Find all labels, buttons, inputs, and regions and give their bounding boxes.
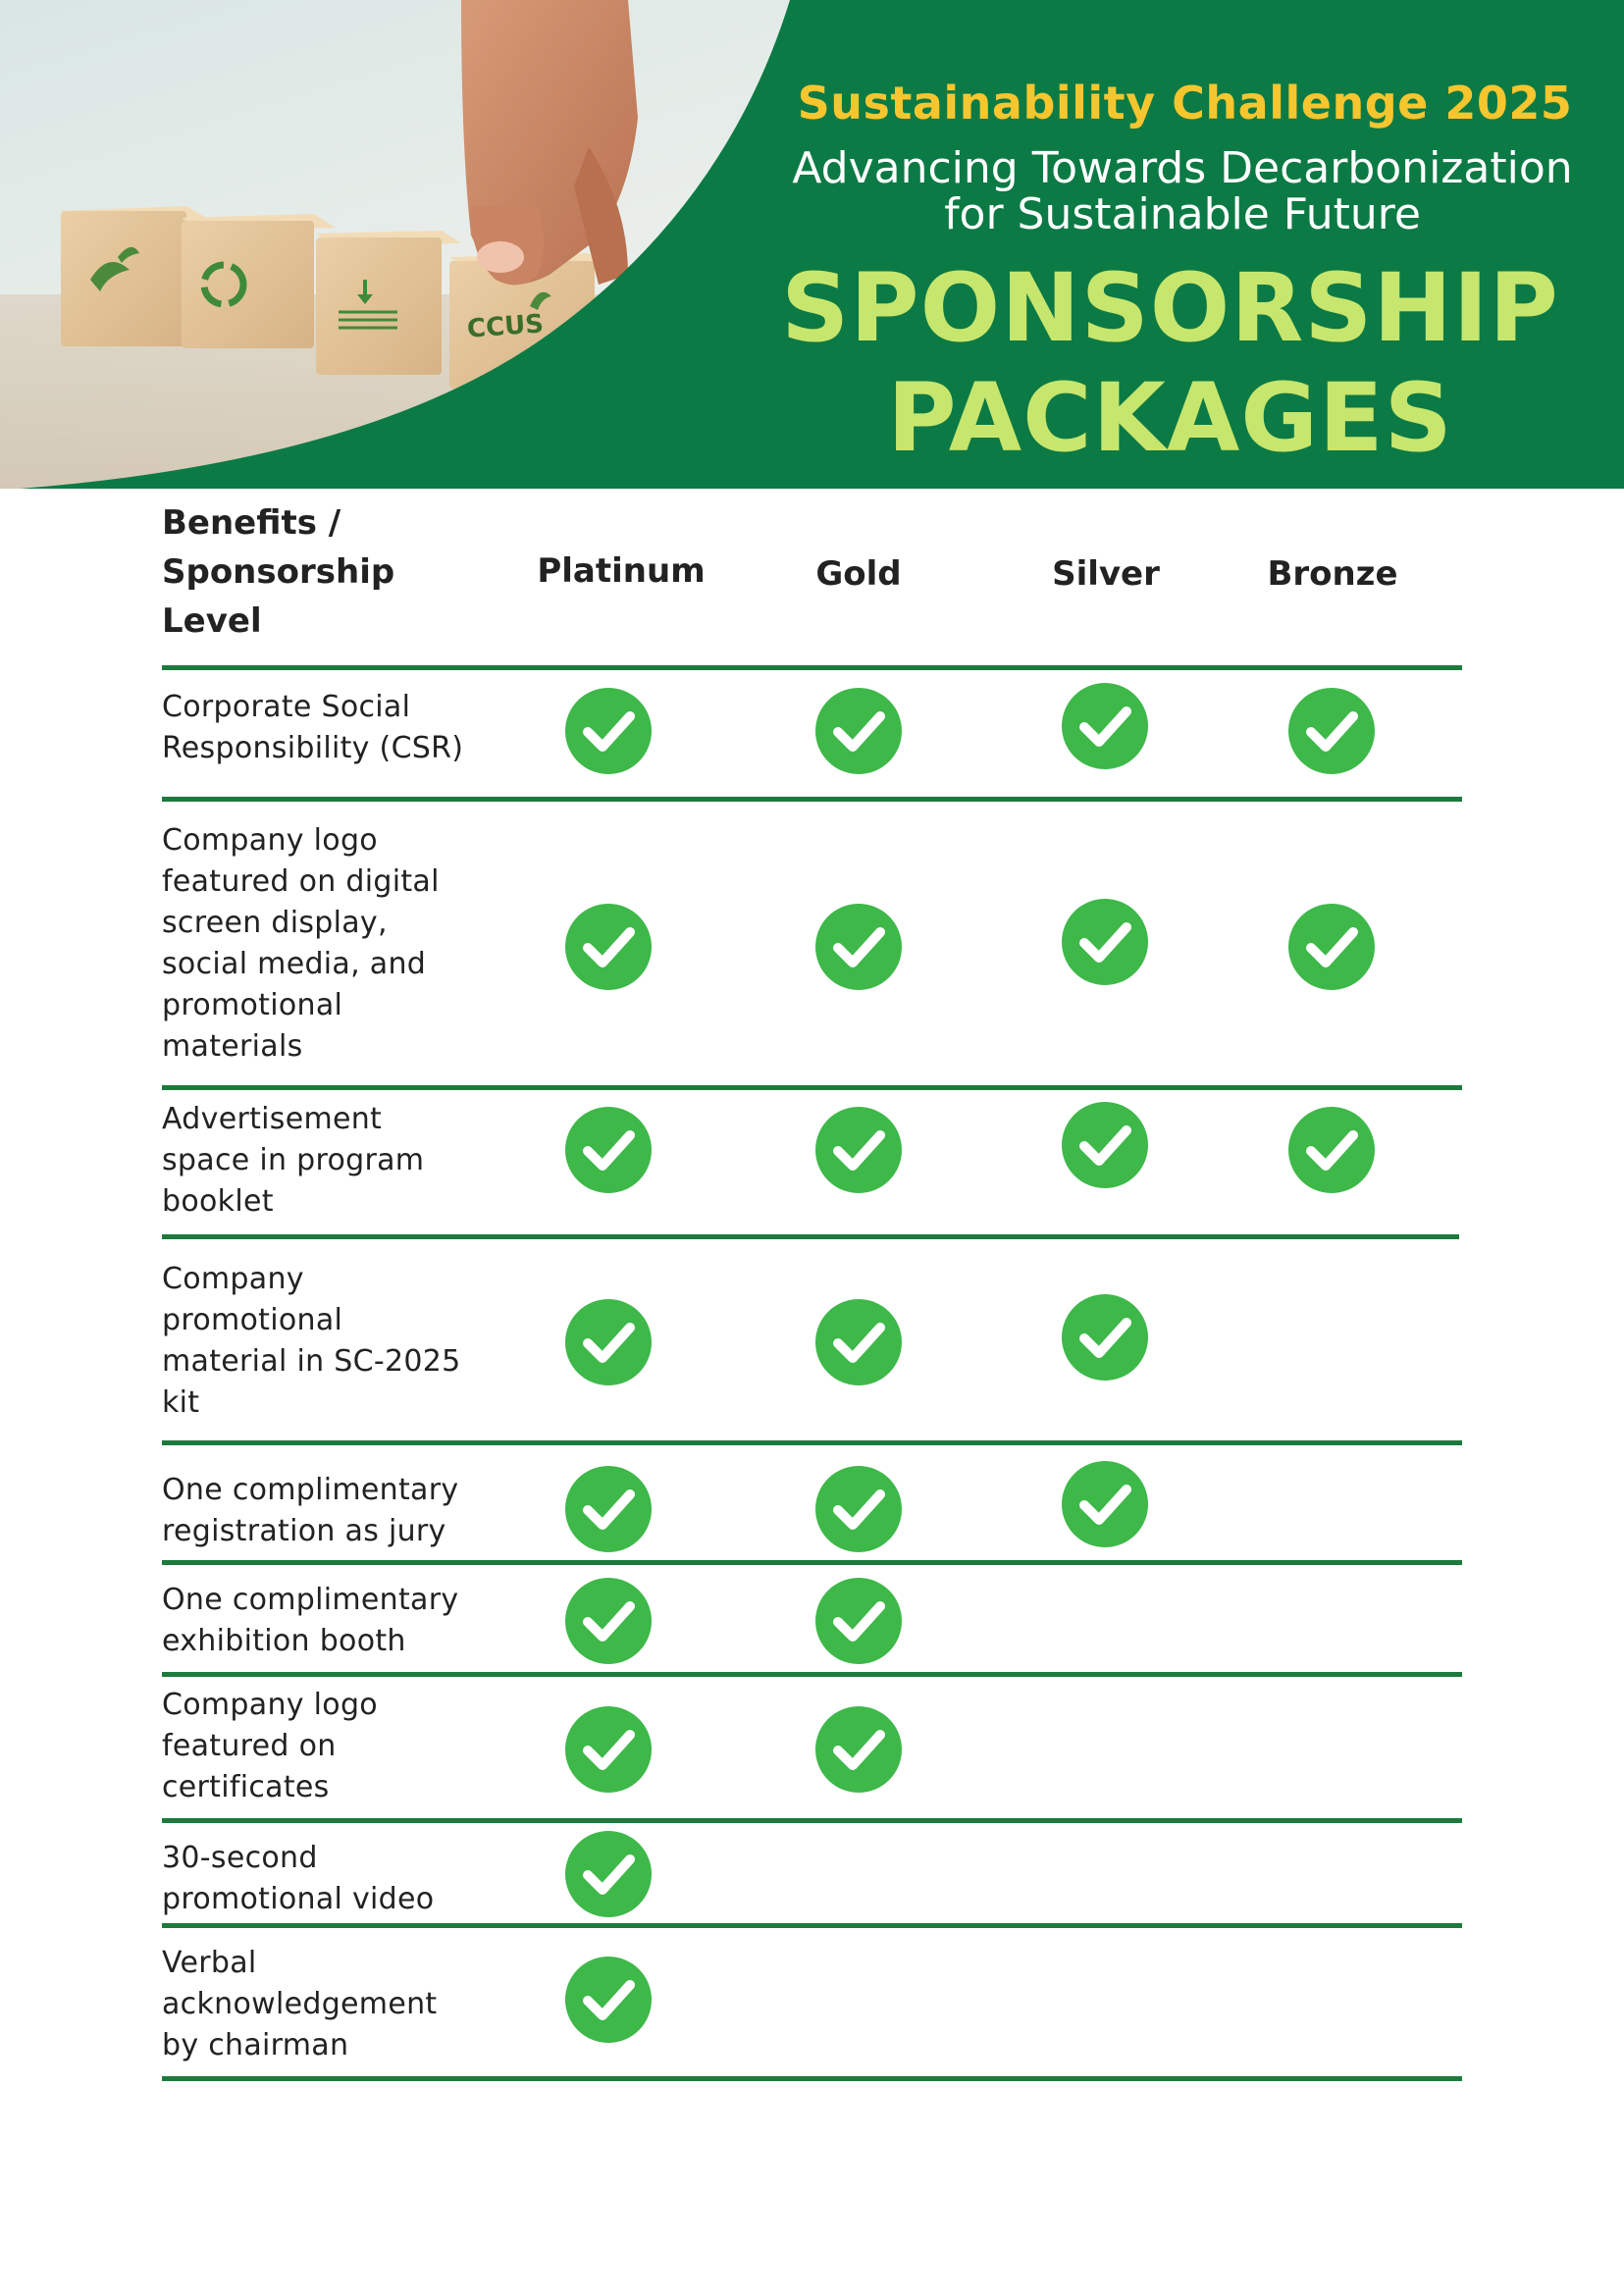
benefit-label-line: Advertisement (162, 1102, 383, 1136)
benefit-label (162, 1685, 496, 1808)
benefit-label (162, 1259, 496, 1424)
check-circle-icon (564, 1298, 653, 1386)
check-circle-icon (814, 1298, 903, 1386)
benefit-label-line: space in program (162, 1143, 425, 1177)
check-circle-icon (564, 1830, 653, 1918)
row-divider (162, 1818, 1462, 1823)
benefit-label (162, 687, 496, 769)
event-title: Sustainability Challenge 2025 (797, 77, 1573, 130)
column-header-bronze: Bronze (1267, 554, 1398, 594)
row-divider (162, 2076, 1462, 2081)
check-circle-icon (1287, 1106, 1376, 1194)
benefit-label-line: Company (162, 1262, 304, 1296)
benefit-label-line: acknowledgement (162, 1987, 438, 2021)
benefit-label-line: Verbal (162, 1946, 257, 1980)
benefit-label-line: registration as jury (162, 1514, 446, 1548)
benefit-label-line: Company logo (162, 823, 378, 858)
benefit-label (162, 1943, 496, 2066)
row-divider (162, 1234, 1459, 1239)
header-banner (0, 0, 1624, 489)
benefit-label (162, 1470, 496, 1552)
benefit-label-line: kit (162, 1385, 200, 1420)
check-circle-icon (1287, 687, 1376, 775)
benefit-label (162, 1580, 496, 1662)
benefit-label-line: promotional (162, 1303, 343, 1337)
check-circle-icon (814, 687, 903, 775)
benefit-label-line: 30-second (162, 1841, 318, 1875)
check-circle-icon (564, 1106, 653, 1194)
column-header-silver: Silver (1052, 554, 1160, 594)
check-circle-icon (1061, 682, 1149, 770)
check-circle-icon (814, 903, 903, 991)
row-divider (162, 1923, 1462, 1928)
benefit-label-line: Responsibility (CSR) (162, 731, 464, 765)
check-circle-icon (564, 1465, 653, 1553)
hand-image (461, 0, 638, 285)
benefit-label-line: social media, and (162, 947, 427, 981)
check-circle-icon (1061, 898, 1149, 986)
benefit-label-line: One complimentary (162, 1473, 459, 1507)
wooden-cube-layers-icon (316, 231, 461, 375)
check-circle-icon (564, 1577, 653, 1665)
benefit-label-line: Company logo (162, 1688, 378, 1722)
benefit-label-line: promotional video (162, 1882, 435, 1916)
benefit-label (162, 820, 496, 1068)
benefit-label-line: materials (162, 1029, 303, 1064)
benefit-label-line: featured on digital (162, 864, 440, 899)
benefit-label-line: Corporate Social (162, 690, 411, 724)
benefit-label-line: screen display, (162, 906, 388, 940)
row-divider (162, 1440, 1462, 1445)
benefit-label-line: certificates (162, 1770, 330, 1804)
benefit-label-line: featured on (162, 1729, 337, 1763)
event-subtitle-line-2: for Sustainable Future (944, 189, 1421, 239)
row-divider (162, 797, 1462, 802)
benefits-header-line: Sponsorship (162, 552, 395, 592)
column-header-gold: Gold (815, 554, 902, 594)
check-circle-icon (814, 1465, 903, 1553)
benefits-header-line: Level (162, 601, 262, 641)
check-circle-icon (1287, 903, 1376, 991)
check-circle-icon (564, 1956, 653, 2044)
check-circle-icon (814, 1106, 903, 1194)
check-circle-icon (564, 687, 653, 775)
benefit-label-line: by chairman (162, 2028, 349, 2062)
page-title-line-2: PACKAGES (887, 363, 1453, 473)
row-divider (162, 1560, 1462, 1565)
benefit-label (162, 1099, 496, 1223)
check-circle-icon (564, 1705, 653, 1794)
page-title-line-1: SPONSORSHIP (781, 253, 1559, 363)
check-circle-icon (564, 903, 653, 991)
benefits-header-line: Benefits / (162, 503, 341, 543)
benefit-label-line: material in SC-2025 (162, 1344, 461, 1379)
benefit-label-line: One complimentary (162, 1583, 459, 1617)
benefit-label (162, 1838, 496, 1920)
check-circle-icon (1061, 1293, 1149, 1382)
row-divider (162, 1672, 1462, 1677)
check-circle-icon (814, 1577, 903, 1665)
check-circle-icon (1061, 1101, 1149, 1189)
row-divider (162, 1085, 1462, 1090)
benefits-column-header (162, 498, 427, 646)
event-subtitle-line-1: Advancing Towards Decarbonization (792, 143, 1573, 193)
column-header-platinum: Platinum (537, 551, 706, 591)
benefit-label-line: promotional (162, 988, 343, 1022)
ccus-cube-label: CCUS (466, 309, 545, 344)
row-divider (162, 665, 1462, 670)
benefit-label-line: exhibition booth (162, 1624, 406, 1658)
check-circle-icon (1061, 1460, 1149, 1548)
check-circle-icon (814, 1705, 903, 1794)
benefit-label-line: booklet (162, 1184, 274, 1219)
wooden-cube-recycle-icon (182, 214, 336, 348)
